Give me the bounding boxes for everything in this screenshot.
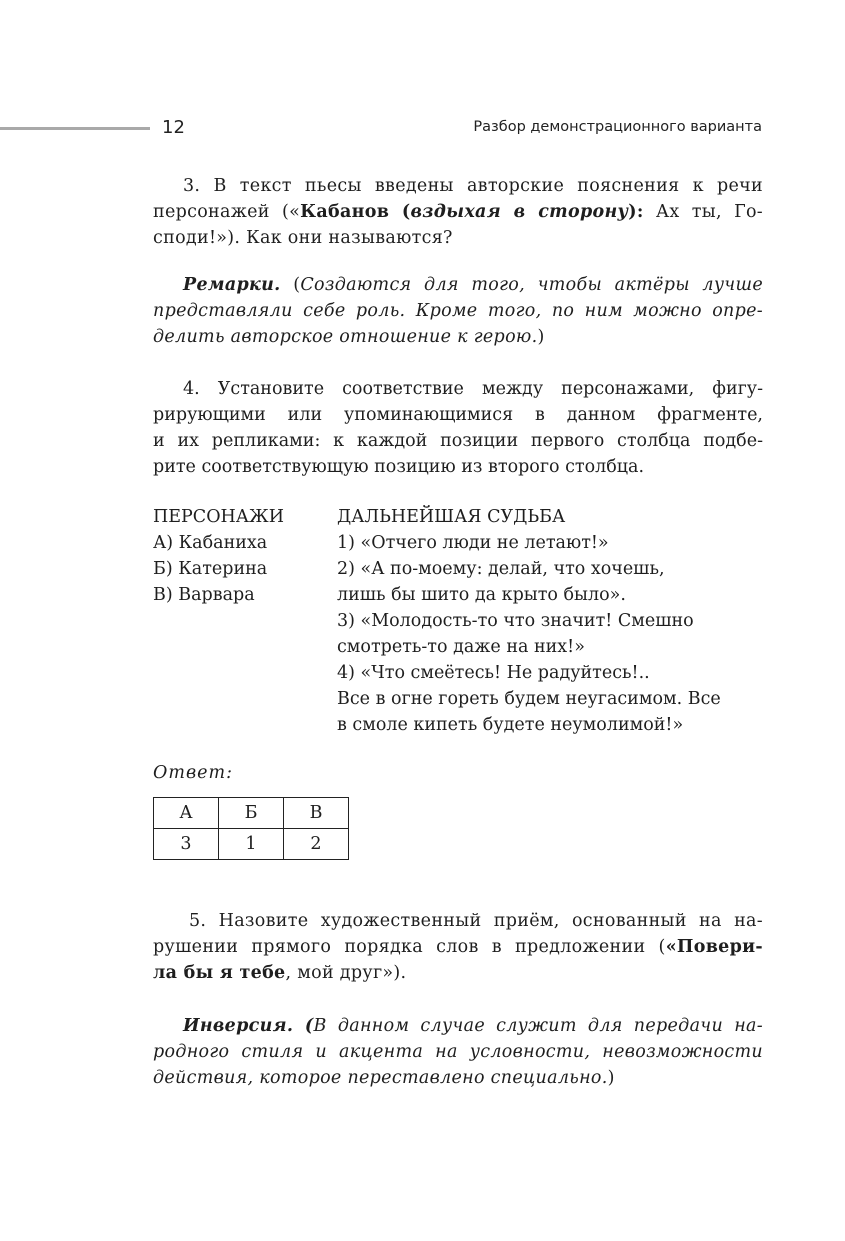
replica-line: 3) «Молодость-то что значит! Смешно [337,611,694,631]
a3-line-2: представляли себе роль. Кроме того, по ним можно опре- [153,301,763,321]
a5-line-3: действия, которое переставлено специально.) [153,1068,615,1088]
answer-table [153,797,349,860]
header-rule [0,127,150,130]
question-3 [153,173,763,251]
q5-line-2: рушении прямого порядка слов в предложении («Повери- [153,937,763,957]
answer-header-cell: А [154,798,219,829]
replicas-header: ДАЛЬНЕЙШАЯ СУДЬБА [337,507,566,527]
character-item: А) Кабаниха [153,533,268,553]
a3-line-1: Ремарки. (Создаются для того, чтобы актёры лучше [183,275,763,295]
running-title: Разбор демонстрационного варианта [473,119,762,135]
replica-line: Все в огне гореть будем неугасимом. Все [337,689,721,709]
answer-value-row [154,829,349,860]
a5-line-2: родного стиля и акцента на условности, невозможности [153,1042,763,1062]
replica-line: в смоле кипеть будете неумолимой!» [337,715,684,735]
q3-line-3: споди!»). Как они называются? [153,228,453,248]
q4-line-4: рите соответствующую позицию из второго столбца. [153,457,645,477]
q5-line-3: ла бы я тебе, мой друг»). [153,963,407,983]
replica-line: лишь бы шито да крыто было». [337,585,626,605]
a3-line-3: делить авторское отношение к герою.) [153,327,545,347]
answer-value-cell: 3 [154,829,219,860]
character-item: В) Варвара [153,585,255,605]
replica-line: 1) «Отчего люди не летают!» [337,533,609,553]
answer-header-cell: В [284,798,349,829]
answer-header-cell: Б [219,798,284,829]
characters-header: ПЕРСОНАЖИ [153,507,284,527]
answer-3 [153,272,763,350]
answer-header-row [154,798,349,829]
character-item: Б) Катерина [153,559,268,579]
q4-line-2: рирующими или упоминающимися в данном фрагменте, [153,405,763,425]
q4-line-1: 4. Установите соответствие между персонажами, фигу- [183,379,763,399]
answer-5 [153,1013,763,1091]
replica-line: 4) «Что смеётесь! Не радуйтесь!.. [337,663,650,683]
replica-line: 2) «А по-моему: делай, что хочешь, [337,559,665,579]
q4-line-3: и их репликами: к каждой позиции первого столбца подбе- [153,431,763,451]
replicas-column [337,504,721,738]
q3-line-1: 3. В текст пьесы введены авторские пояснения к речи [183,176,763,196]
answer-value-cell: 2 [284,829,349,860]
page-number: 12 [162,117,185,138]
characters-column [153,504,284,608]
question-4 [153,376,763,480]
question-5 [153,908,763,986]
q3-line-2: персонажей («Кабанов (вздыхая в сторону): Ах ты, Го- [153,202,764,222]
answer-value-cell: 1 [219,829,284,860]
answer-label: Ответ: [153,763,233,783]
a5-line-1: Инверсия. (В данном случае служит для передачи на- [183,1016,763,1036]
q5-line-1: 5. Назовите художественный приём, основанный на на- [189,911,763,931]
replica-line: смотреть-то даже на них!» [337,637,585,657]
